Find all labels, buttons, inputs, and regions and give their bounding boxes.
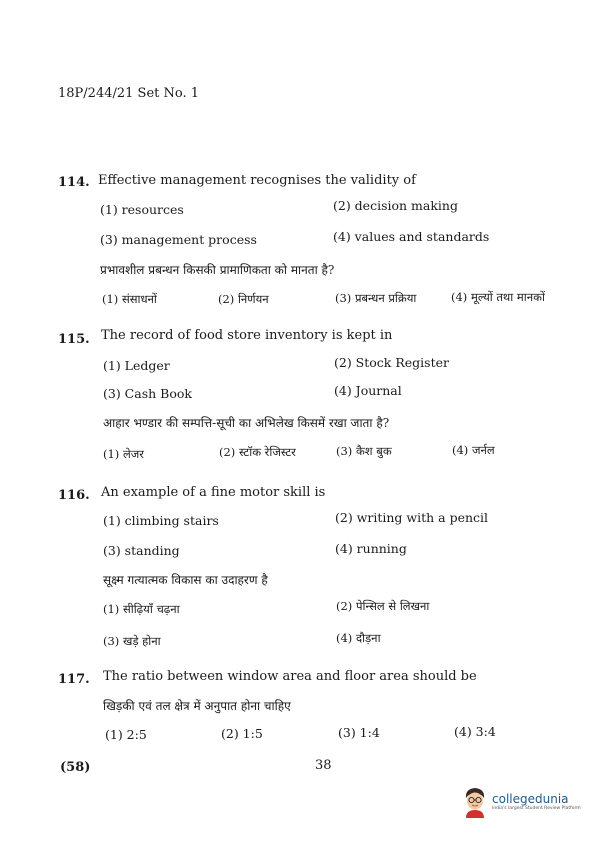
hindi-option-116-2: (2) पेन्सिल से लिखना bbox=[336, 599, 430, 613]
logo-brand: collegedunia bbox=[492, 792, 569, 806]
option-114-1: (1) resources bbox=[100, 202, 184, 217]
question-number-117: 117. bbox=[58, 672, 90, 687]
booklet-code: (58) bbox=[60, 760, 91, 775]
option-117-2: (2) 1:5 bbox=[221, 726, 263, 741]
option-115-4: (4) Journal bbox=[334, 383, 402, 398]
hindi-question-116: सूक्ष्म गत्यात्मक विकास का उदाहरण है bbox=[103, 573, 268, 587]
option-116-3: (3) standing bbox=[103, 543, 180, 558]
hindi-question-114: प्रभावशील प्रबन्धन किसकी प्रामाणिकता को मानता है? bbox=[100, 263, 335, 277]
logo-tagline: India's largest Student Review Platform bbox=[492, 806, 581, 811]
question-number-115: 115. bbox=[58, 332, 90, 347]
mascot-icon bbox=[462, 786, 488, 818]
question-text-114: Effective management recognises the validity of bbox=[98, 173, 416, 188]
option-115-3: (3) Cash Book bbox=[103, 386, 192, 401]
question-number-114: 114. bbox=[58, 175, 90, 190]
option-114-2: (2) decision making bbox=[333, 198, 458, 213]
option-114-4: (4) values and standards bbox=[333, 229, 490, 244]
hindi-option-115-4: (4) जर्नल bbox=[452, 443, 495, 457]
hindi-option-116-4: (4) दौड़ना bbox=[336, 631, 381, 645]
hindi-option-115-2: (2) स्टॉक रेजिस्टर bbox=[219, 445, 296, 459]
option-116-1: (1) climbing stairs bbox=[103, 513, 219, 528]
hindi-question-117: खिड़की एवं तल क्षेत्र में अनुपात होना चाहिए bbox=[103, 699, 291, 713]
hindi-option-115-1: (1) लेजर bbox=[103, 447, 144, 461]
hindi-option-115-3: (3) कैश बुक bbox=[336, 444, 392, 458]
page-number: 38 bbox=[315, 758, 332, 773]
question-text-116: An example of a fine motor skill is bbox=[101, 485, 326, 500]
collegedunia-logo bbox=[462, 786, 581, 818]
question-number-116: 116. bbox=[58, 488, 90, 503]
option-114-3: (3) management process bbox=[100, 232, 257, 247]
option-116-2: (2) writing with a pencil bbox=[335, 510, 489, 525]
paper-code: 18P/244/21 Set No. 1 bbox=[58, 86, 200, 101]
question-text-117: The ratio between window area and floor area should be bbox=[103, 669, 477, 684]
option-117-1: (1) 2:5 bbox=[105, 727, 147, 742]
option-116-4: (4) running bbox=[335, 541, 407, 556]
option-115-1: (1) Ledger bbox=[103, 358, 170, 373]
option-117-4: (4) 3:4 bbox=[454, 724, 496, 739]
hindi-option-116-3: (3) खड़े होना bbox=[103, 634, 161, 648]
option-115-2: (2) Stock Register bbox=[334, 355, 449, 370]
hindi-option-116-1: (1) सीढ़ियाँ चढ़ना bbox=[103, 602, 180, 616]
hindi-question-115: आहार भण्डार की सम्पत्ति-सूची का अभिलेख किसमें रखा जाता है? bbox=[103, 416, 390, 430]
question-text-115: The record of food store inventory is kept in bbox=[101, 328, 393, 343]
hindi-option-114-3: (3) प्रबन्धन प्रक्रिया bbox=[335, 291, 417, 305]
option-117-3: (3) 1:4 bbox=[338, 725, 380, 740]
hindi-option-114-2: (2) निर्णयन bbox=[218, 292, 269, 306]
hindi-option-114-4: (4) मूल्यों तथा मानकों bbox=[451, 290, 545, 304]
hindi-option-114-1: (1) संसाधनों bbox=[102, 292, 157, 306]
